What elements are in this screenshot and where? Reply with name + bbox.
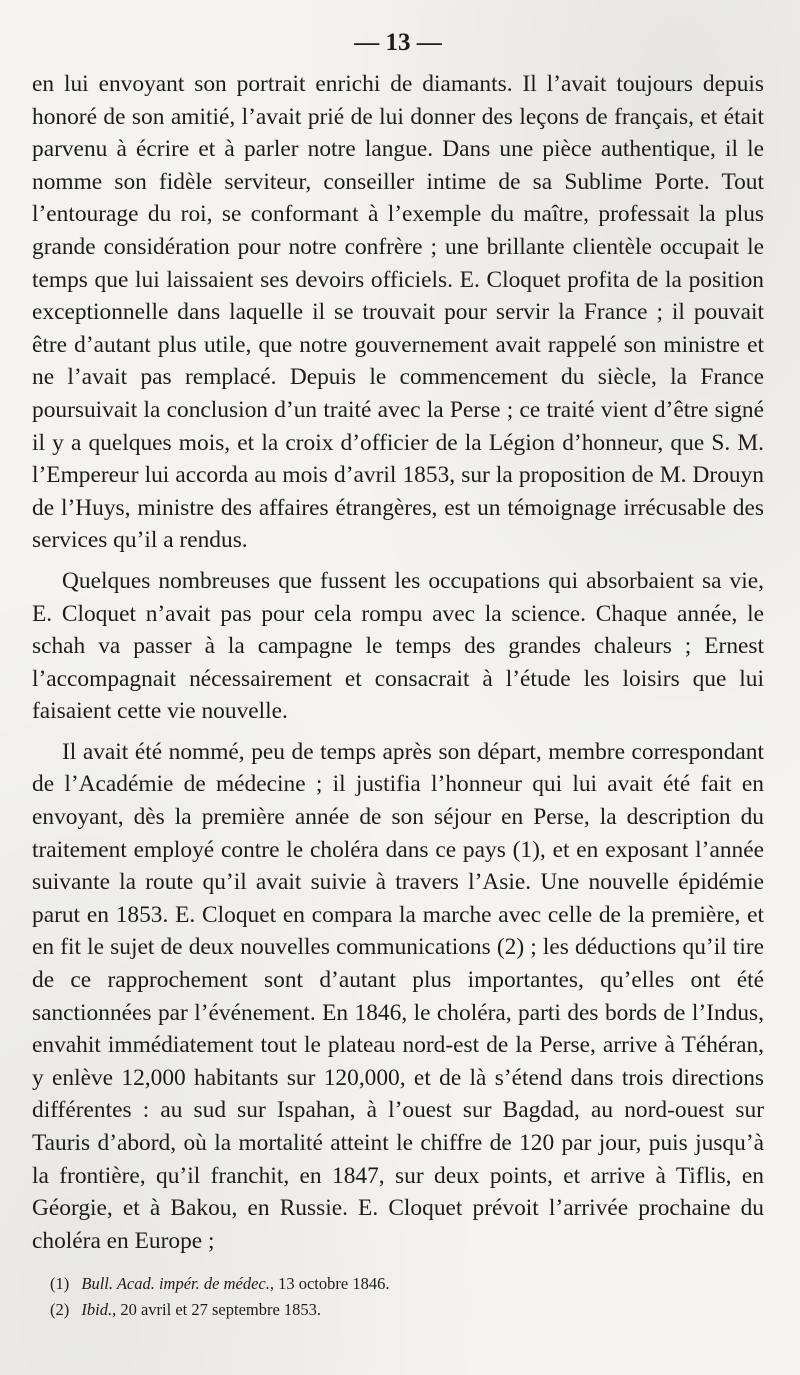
footnote-ref: (2)	[50, 1300, 70, 1320]
paragraph: Quelques nombreuses que fussent les occupations qui absorbaient sa vie, E. Cloquet n’avait pas pour cela rompu avec la science. Chaque année, le schah va passer à la campagne le temps des grandes chaleurs ; Ernest l’accompagnait nécessairement et consacrait à l’étude les loisirs que lui faisaient cette vie nouvelle.	[32, 567, 764, 725]
footnote-ref: (1)	[50, 1274, 70, 1294]
paragraph: Il avait été nommé, peu de temps après son départ, membre correspondant de l’Académie de médecine ; il justifia l’honneur qui lui avait été fait en envoyant, dès la première année de son séjour en Perse, la description du traitement employé contre le choléra dans ce pays (1), et en exposant l’année suivante la route qu’il avait suivie à travers l’Asie. Une nouvelle épidémie parut en 1853. E. Cloquet en compara la marche avec celle de la première, et en fit le sujet de deux nouvelles communications (2) ; les déductions qu’il tire de ce rapprochement sont d’autant plus importantes, qu’elles ont été sanctionnées par l’événement. En 1846, le choléra, parti des bords de l’Indus, envahit immédiatement tout le plateau nord-est de la Perse, arrive à Téhéran, y enlève 12,000 habitants sur 120,000, et de là s’étend dans trois directions différentes : au sud sur Ispahan, à l’ouest sur Bagdad, au nord-ouest sur Tauris d’abord, où la mortalité atteint le chiffre de 120 par jour, puis jusqu’à la frontière, qu’il franchit, en 1847, sur deux points, et arrive à Tiflis, en Géorgie, et à Bakou, en Russie. E. Cloquet prévoit l’arrivée prochaine du choléra en Europe ;	[32, 738, 764, 1254]
page-number: — 13 —	[354, 29, 442, 56]
footnotes	[32, 1271, 764, 1323]
paragraph: en lui envoyant son portrait enrichi de diamants. Il l’avait toujours depuis honoré de son amitié, l’avait prié de lui donner des leçons de français, et était parvenu à écrire et à parler notre langue. Dans une pièce authentique, il le nomme son fidèle serviteur, conseiller intime de sa Sublime Porte. Tout l’entourage du roi, se conformant à l’exemple du maître, professait la plus grande considération pour notre confrère ; une brillante clientèle occupait le temps que lui laissaient ses devoirs officiels. E. Cloquet profita de la position exceptionnelle dans laquelle il se trouvait pour servir la France ; il pouvait être d’autant plus utile, que notre gouvernement avait rappelé son ministre et ne l’avait pas remplacé. Depuis le commencement du siècle, la France poursuivait la conclusion d’un traité avec la Perse ; ce traité vient d’être signé il y a quelques mois, et la croix d’officier de la Légion d’honneur, que S. M. l’Empereur lui accorda au mois d’avril 1853, sur la proposition de M. Drouyn de l’Huys, ministre des affaires étrangères, est un témoignage irrécusable des services qu’il a rendus.	[32, 71, 764, 554]
footnote	[50, 1271, 764, 1297]
footnote-detail: 20 avril et 27 septembre 1853.	[120, 1300, 322, 1320]
footnote-source: Ibid.,	[81, 1300, 117, 1320]
body-text	[32, 68, 764, 1257]
footnote	[50, 1297, 764, 1323]
footnote-source: Bull. Acad. impér. de médec.,	[81, 1274, 274, 1294]
footnote-detail: 13 octobre 1846.	[278, 1274, 390, 1294]
